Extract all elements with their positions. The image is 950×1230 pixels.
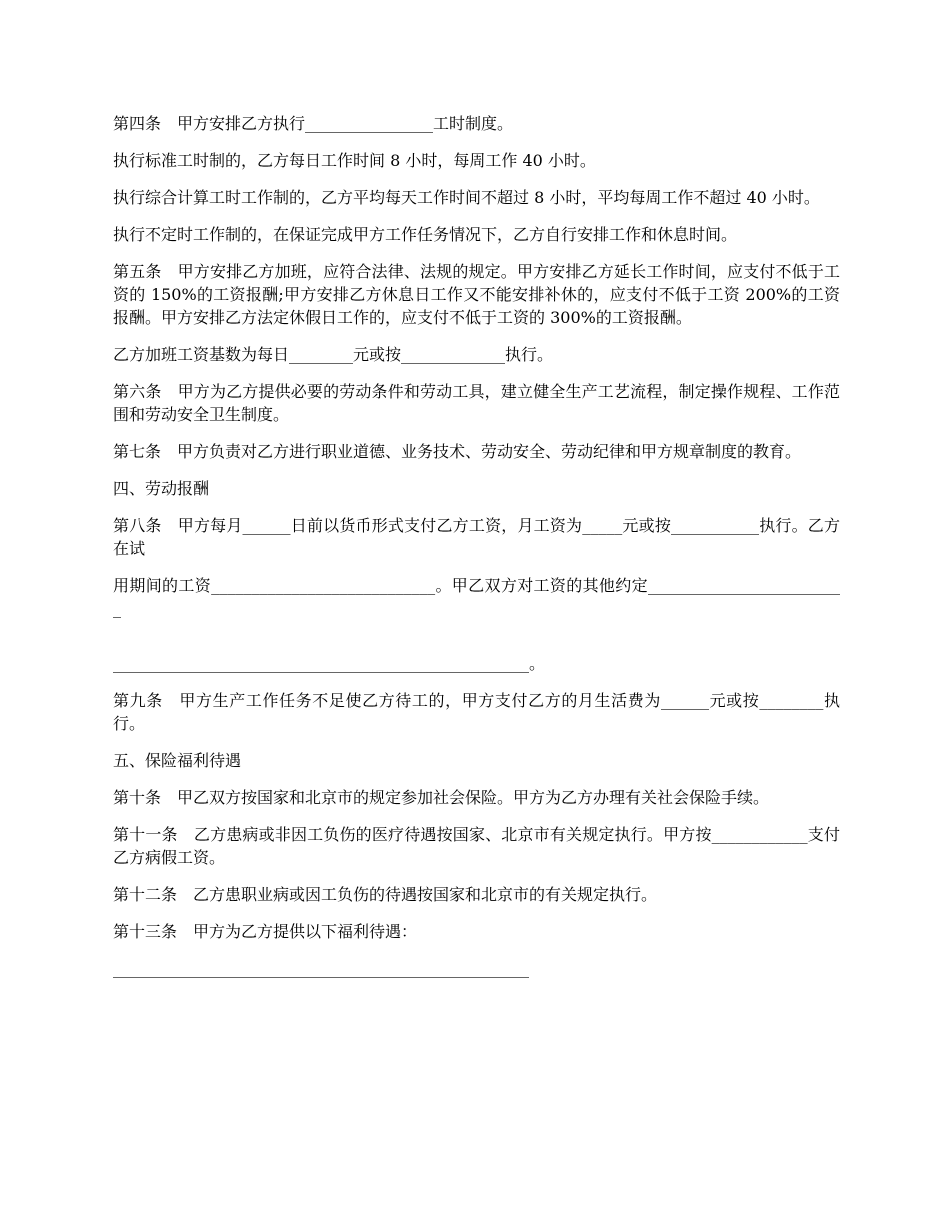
article-8-paragraph: 第八条 甲方每月______日前以货币形式支付乙方工资，月工资为_____元或按___________执行。乙方在试	[113, 516, 840, 558]
article-7-paragraph: 第七条 甲方负责对乙方进行职业道德、业务技术、劳动安全、劳动纪律和甲方规章制度的教育。	[113, 442, 802, 461]
article-8-fill-line: ____________________________________________________。	[113, 654, 546, 673]
article-8-continuation: 用期间的工资____________________________。甲乙双方对工资的其他约定_________________________	[113, 576, 840, 618]
flexible-hours-paragraph: 执行不定时工作制的，在保证完成甲方工作任务情况下，乙方自行安排工作和休息时间。	[113, 225, 738, 244]
section-heading-remuneration: 四、劳动报酬	[113, 479, 210, 498]
article-10-paragraph: 第十条 甲乙双方按国家和北京市的规定参加社会保险。甲方为乙方办理有关社会保险手续。	[113, 788, 770, 807]
article-12-paragraph: 第十二条 乙方患职业病或因工负伤的待遇按国家和北京市的有关规定执行。	[113, 885, 658, 904]
overtime-base-paragraph: 乙方加班工资基数为每日________元或按_____________执行。	[113, 345, 554, 364]
section-heading-insurance: 五、保险福利待遇	[113, 751, 242, 770]
article-6-paragraph: 第六条 甲方为乙方提供必要的劳动条件和劳动工具，建立健全生产工艺流程，制定操作规程、工作范围和劳动安全卫生制度。	[113, 382, 840, 424]
article-5-paragraph: 第五条 甲方安排乙方加班，应符合法律、法规的规定。甲方安排乙方延长工作时间，应支付不低于工资的 150%的工资报酬;甲方安排乙方休息日工作又不能安排补休的，应支付不低于工资 200%的工资报酬。甲方安排乙方法定休假日工作的，应支付不低于工资的 300%的工资报酬。	[113, 262, 840, 327]
article-4-paragraph: 第四条 甲方安排乙方执行________________工时制度。	[113, 114, 514, 133]
document-page	[113, 112, 840, 994]
article-9-paragraph: 第九条 甲方生产工作任务不足使乙方待工的，甲方支付乙方的月生活费为______元或按________执行。	[113, 691, 840, 733]
article-13-fill-line: ____________________________________________________	[113, 959, 529, 978]
standard-hours-paragraph: 执行标准工时制的，乙方每日工作时间 8 小时，每周工作 40 小时。	[113, 151, 596, 170]
article-13-paragraph: 第十三条 甲方为乙方提供以下福利待遇：	[113, 922, 418, 941]
comprehensive-hours-paragraph: 执行综合计算工时工作制的，乙方平均每天工作时间不超过 8 小时，平均每周工作不超过 40 小时。	[113, 188, 820, 207]
article-11-paragraph: 第十一条 乙方患病或非因工负伤的医疗待遇按国家、北京市有关规定执行。甲方按____________支付乙方病假工资。	[113, 825, 840, 867]
